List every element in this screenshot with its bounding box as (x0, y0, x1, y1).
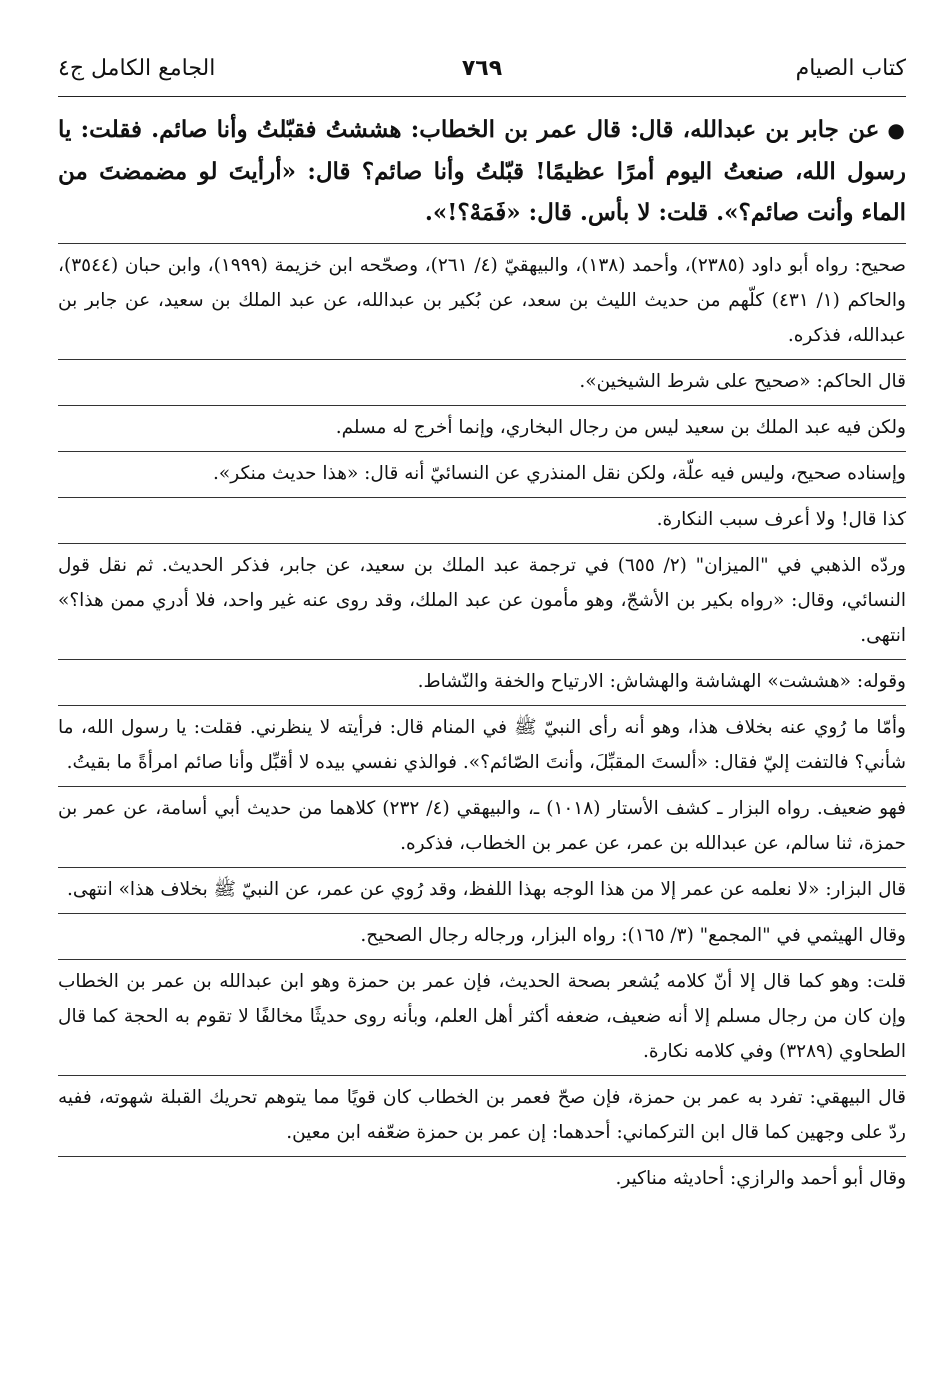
hadith-text: عن جابر بن عبدالله، قال: قال عمر بن الخطاب: هششتُ فقبّلتُ وأنا صائم. فقلت: يا رسول الله، صنعتُ اليوم أمرًا عظيمًا! قبّلتُ وأنا صائم؟ قال: «أرأيتَ لو مضمضتَ من الماء وأنت صائم؟». قلت: لا بأس. قال: «فَمَهْ؟!». (58, 116, 906, 226)
commentary-paragraph: وقال الهيثمي في "المجمع" (٣/ ١٦٥): رواه البزار، ورجاله رجال الصحيح. (58, 914, 906, 960)
page-number: ٧٦٩ (461, 56, 503, 81)
commentary-paragraph: وقال أبو أحمد والرازي: أحاديثه مناكير. (615, 1168, 906, 1189)
hadith-text-block (58, 109, 906, 244)
commentary-paragraph: وأمّا ما رُوي عنه بخلاف هذا، وهو أنه رأى النبيّ ﷺ في المنام قال: فرأيته لا ينظرني. فقلت: يا رسول الله، ما شأني؟ فالتفت إليّ فقال: «ألستَ المقبِّلَ، وأنتَ الصّائم؟». فوالذي نفسي بيده لا أقبِّل وأنا صائم امرأةً ما بقيتُ. (58, 706, 906, 787)
commentary-paragraph: صحيح: رواه أبو داود (٢٣٨٥)، وأحمد (١٣٨)، والبيهقيّ (٤/ ٢٦١)، وصحّحه ابن خزيمة (١٩٩٩)، وابن حبان (٣٥٤٤)، والحاكم (١/ ٤٣١) كلّهم من حديث الليث بن سعد، عن بُكير بن عبدالله، عن عبد الملك بن سعيد، عن جابر بن عبدالله، فذكره. (58, 244, 906, 360)
commentary-paragraph: قال البزار: «لا نعلمه عن عمر إلا من هذا الوجه بهذا اللفظ، وقد رُوي عن عمر، عن النبيّ ﷺ بخلاف هذا» انتهى. (58, 868, 906, 914)
book-title: كتاب الصيام (795, 56, 906, 81)
commentary-paragraph: ولكن فيه عبد الملك بن سعيد ليس من رجال البخاري، وإنما أخرج له مسلم. (58, 406, 906, 452)
commentary-paragraph: قال الحاكم: «صحيح على شرط الشيخين». (58, 360, 906, 406)
bullet-icon: ● (887, 118, 906, 142)
commentary-paragraph: وإسناده صحيح، وليس فيه علّة، ولكن نقل المنذري عن النسائيّ أنه قال: «هذا حديث منكر». (58, 452, 906, 498)
commentary-paragraph: كذا قال! ولا أعرف سبب النكارة. (58, 498, 906, 544)
collection-title: الجامع الكامل ج٤ (58, 56, 216, 81)
commentary (58, 244, 906, 1202)
commentary-paragraph: قال البيهقي: تفرد به عمر بن حمزة، فإن صحّ فعمر بن الخطاب كان قويًا مما يتوهم تحريك القبلة شهوته، ففيه ردّ على وجهين كما قال ابن التركماني: أحدهما: إن عمر بن حمزة ضعّفه ابن معين. (58, 1076, 906, 1157)
commentary-paragraph: قلت: وهو كما قال إلا أنّ كلامه يُشعر بصحة الحديث، فإن عمر بن حمزة وهو ابن عبدالله بن عمر بن الخطاب وإن كان من رجال مسلم إلا أنه ضعيف، ضعفه أكثر أهل العلم، وبأنه روى حديثًا مخالفًا لا تقوم به الحجة كما قال الطحاوي (٣٢٨٩) وفي كلامه نكارة. (58, 960, 906, 1076)
commentary-paragraph: وردّه الذهبي في "الميزان" (٢/ ٦٥٥) في ترجمة عبد الملك بن سعيد، عن جابر، فذكر الحديث. ثم نقل قول النسائي، وقال: «رواه بكير بن الأشجّ، وهو مأمون عن عبد الملك، وقد روى عنه غير واحد، فلا أدري ممن هذا؟» انتهى. (58, 544, 906, 660)
commentary-paragraph: وقوله: «هششت» الهشاشة والهشاش: الارتياح والخفة والنّشاط. (58, 660, 906, 706)
page-header (58, 48, 906, 97)
commentary-paragraph: فهو ضعيف. رواه البزار ـ كشف الأستار (١٠١٨) ـ، والبيهقي (٤/ ٢٣٢) كلاهما من حديث أبي أسامة، عن عمر بن حمزة، ثنا سالم، عن عبدالله بن عمر، عن عمر بن الخطاب، فذكره. (58, 787, 906, 868)
page (58, 48, 906, 1202)
